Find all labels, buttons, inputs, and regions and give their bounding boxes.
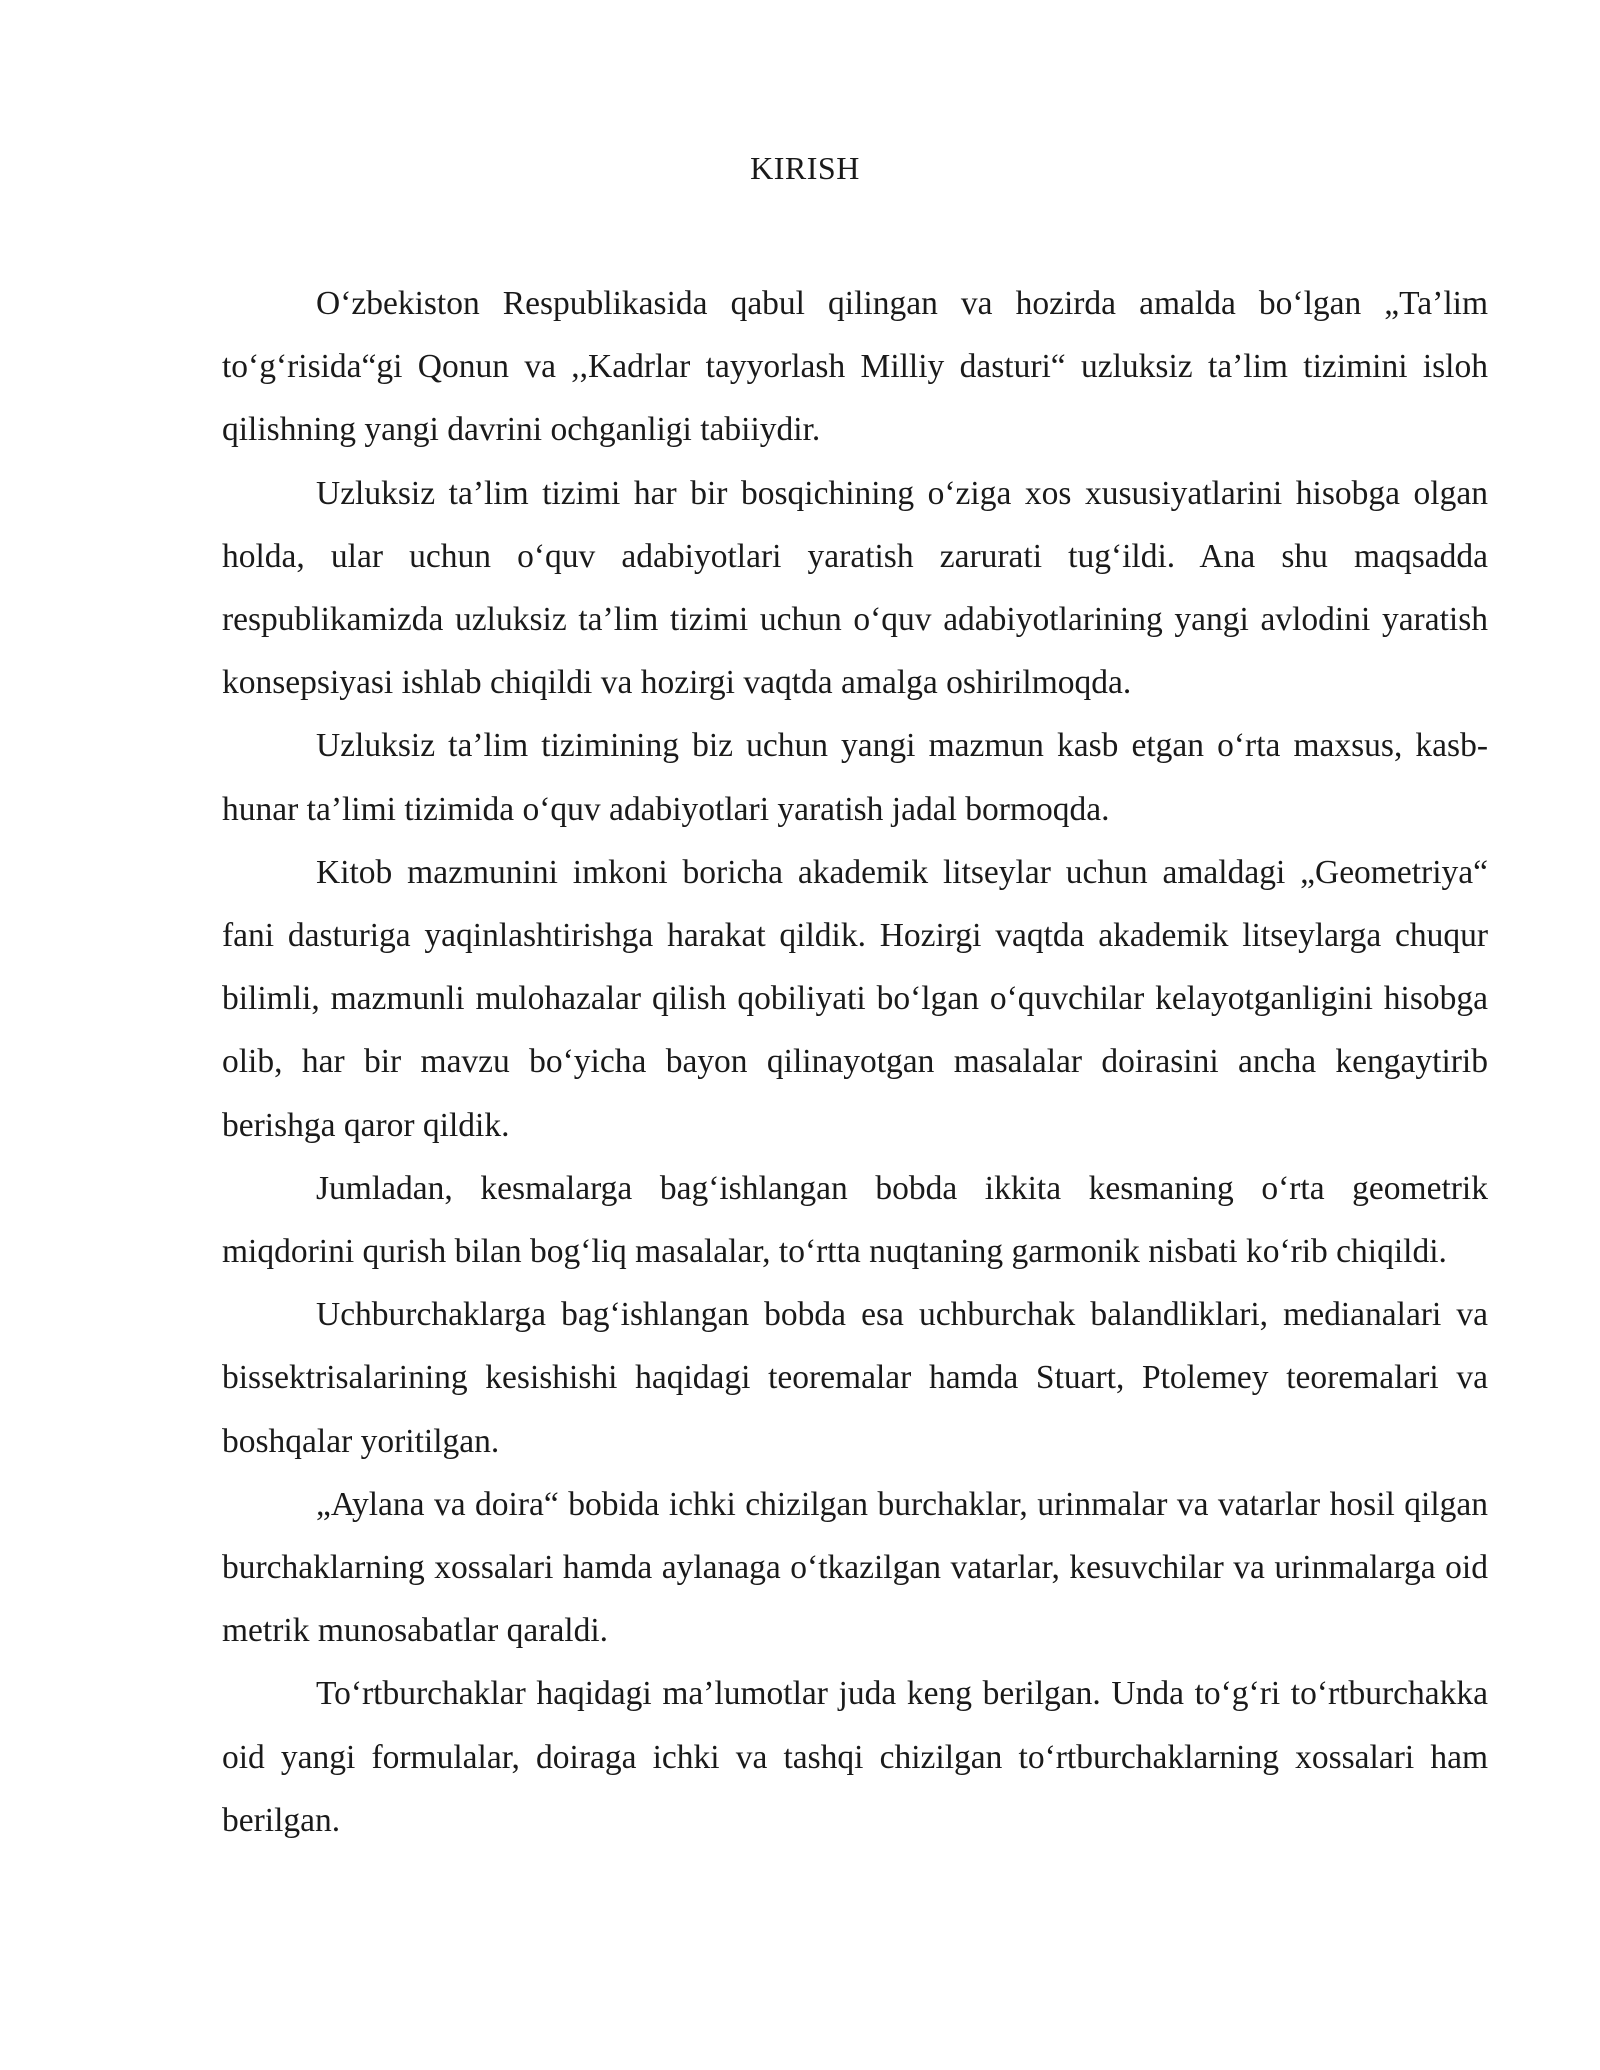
paragraph: Uchburchaklarga bag‘ishlangan bobda esa uchburchak balandliklari, medianalari va bissektrisalarining kesishishi haqidagi teoremalar hamda Stuart, Ptolemey teoremalari va boshqalar yoritilgan. [222, 1296, 1488, 1460]
paragraph: Uzluksiz ta’lim tizimi har bir bosqichining o‘ziga xos xususiyatlarini hisobga olgan holda, ular uchun o‘quv adabiyotlari yaratish zarurati tug‘ildi. Ana shu maqsadda respublikamizda uzluksiz ta’lim tizimi uchun o‘quv adabiyotlarining yangi avlodini yaratish konsepsiyasi ishlab chiqildi va hozirgi vaqtda amalga oshirilmoqda. [222, 474, 1488, 702]
paragraph: Uzluksiz ta’lim tizimining biz uchun yangi mazmun kasb etgan o‘rta maxsus, kasb-hunar ta’limi tizimida o‘quv adabiyotlari yaratish jadal bormoqda. [222, 727, 1488, 828]
paragraph: O‘zbekiston Respublikasida qabul qilingan va hozirda amalda bo‘lgan „Ta’lim to‘g‘risida“gi Qonun va ,,Kadrlar tayyorlash Milliy dasturi“ uzluksiz ta’lim tizimini isloh qilishning yangi davrini ochganligi tabiiydir. [222, 285, 1488, 449]
page-title: KIRISH [750, 150, 860, 186]
paragraph: Kitob mazmunini imkoni boricha akademik litseylar uchun amaldagi „Geometriya“ fani dasturiga yaqinlashtirishga harakat qildik. Hozirgi vaqtda akademik litseylarga chuqur bilimli, mazmunli mulohazalar qilish qobiliyati bo‘lgan o‘quvchilar kelayotganligini hisobga olib, har bir mavzu bo‘yicha bayon qilinayotgan masalalar doirasini ancha kengaytirib berishga qaror qildik. [222, 853, 1488, 1144]
paragraph: „Aylana va doira“ bobida ichki chizilgan burchaklar, urinmalar va vatarlar hosil qilgan burchaklarning xossalari hamda aylanaga o‘tkazilgan vatarlar, kesuvchilar va urinmalarga oid metrik munosabatlar qaraldi. [222, 1485, 1488, 1650]
paragraph: To‘rtburchaklar haqidagi ma’lumotlar juda keng berilgan. Unda to‘g‘ri to‘rtburchakka oid yangi formulalar, doiraga ichki va tashqi chizilgan to‘rtburchaklarning xossalari ham berilgan. [222, 1675, 1488, 1839]
document-body [222, 272, 1488, 1852]
paragraph: Jumladan, kesmalarga bag‘ishlangan bobda ikkita kesmaning o‘rta geometrik miqdorini qurish bilan bog‘liq masalalar, to‘rtta nuqtaning garmonik nisbati ko‘rib chiqildi. [222, 1169, 1488, 1271]
